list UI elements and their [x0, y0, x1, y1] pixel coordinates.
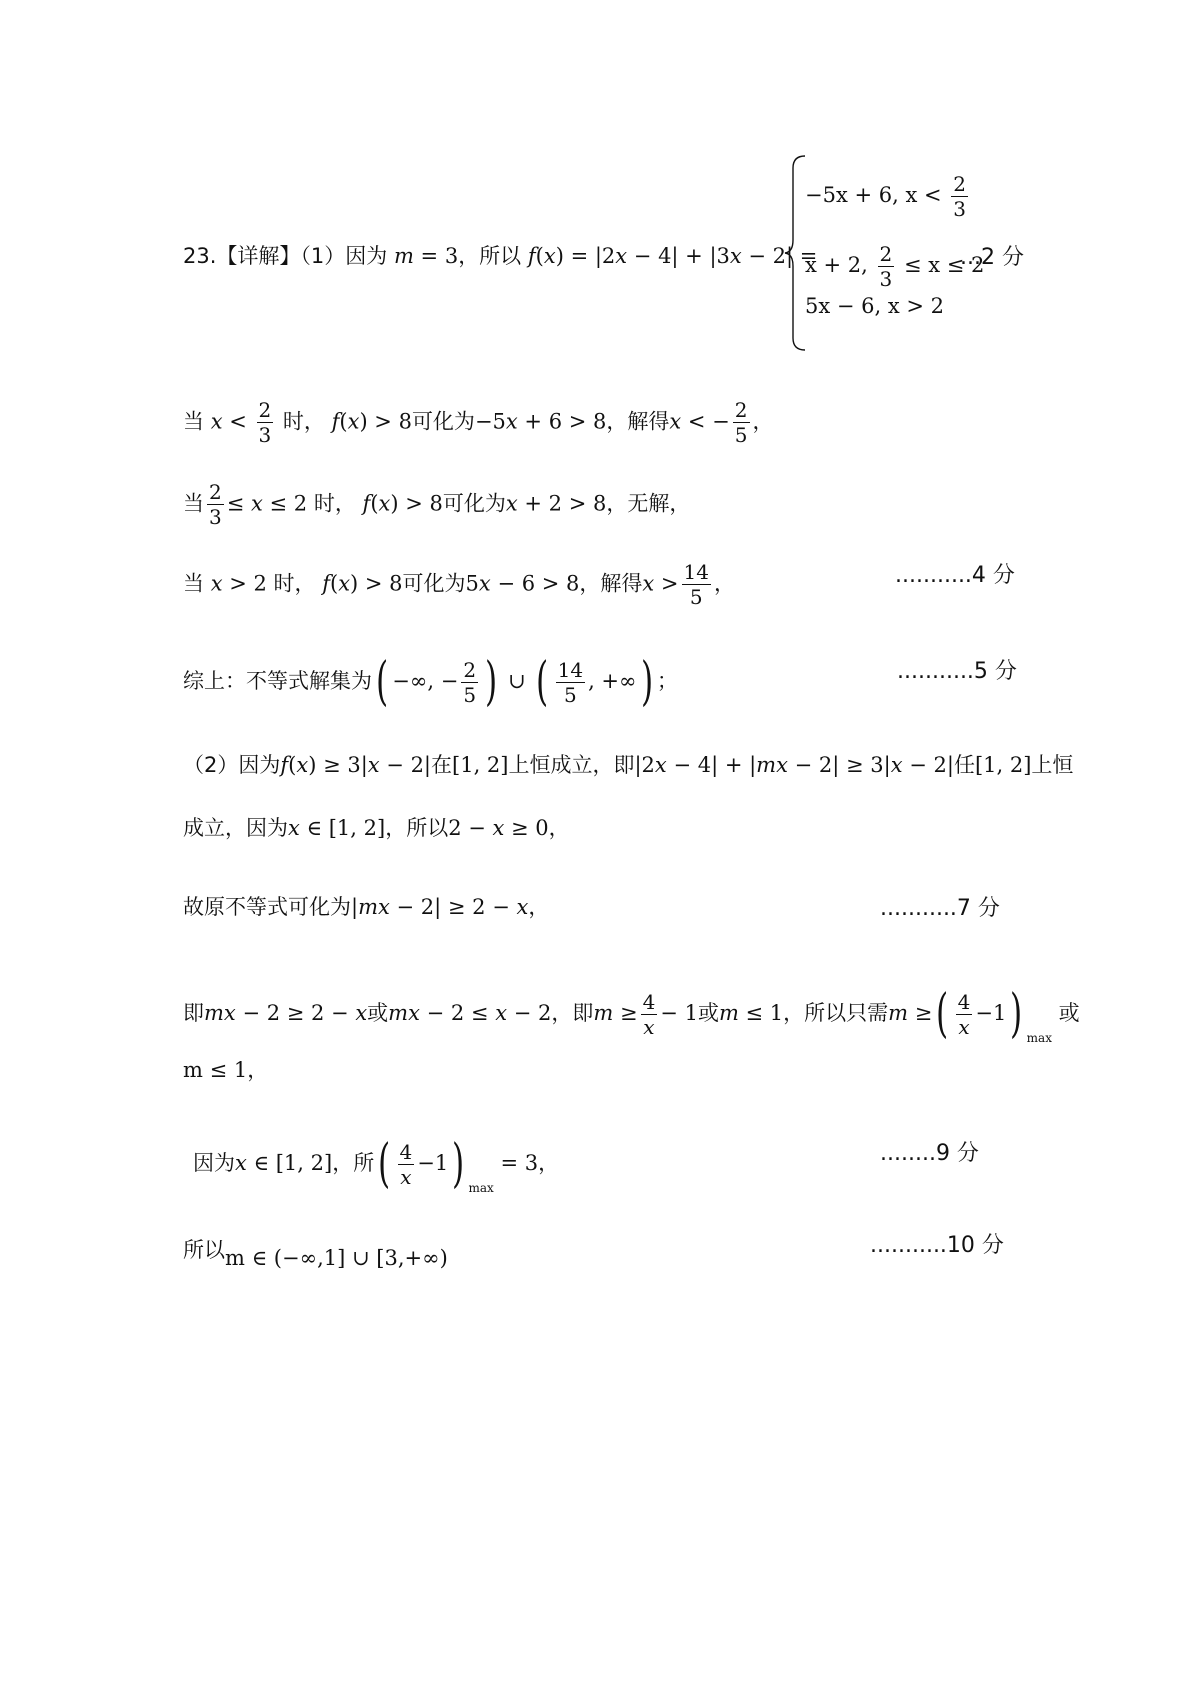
case-1: −5x + 6, x < $\frac{2}{3}$: [805, 172, 966, 221]
score-2: ...2 分: [960, 245, 1024, 270]
part2-line6: 因为x ∈ [1, 2]，所( $\frac{4}{x}$ −1) $_{max}$ = 3，: [193, 1134, 560, 1195]
score-4: ...........4 分: [895, 563, 1015, 588]
part2-line1: （2）因为f(x) ≥ 3|x − 2|在[1, 2]上恒成立，即|2x − 4| + |mx − 2| ≥ 3|x − 2|任[1, 2]上恒: [183, 753, 1074, 777]
f-definition: f(x) = |2x − 4| + |3x − 2| =: [527, 244, 818, 268]
part1-summary: 综上：不等式解集为( −∞, − $\frac{2}{5}$ ) ∪ ( $\frac{14}{5}$ , +∞) ；: [183, 652, 678, 712]
part2-line2: 成立，因为x ∈ [1, 2]，所以2 − x ≥ 0，: [183, 816, 570, 840]
score-5: ...........5 分: [897, 659, 1017, 684]
part2-line3: 故原不等式可化为|mx − 2| ≥ 2 − x，: [183, 895, 550, 919]
frac-2-3: $\frac{2}{3}$: [879, 242, 893, 291]
part1-line2: 当 $\frac{2}{3}$ ≤ x ≤ 2 时， f(x) > 8可化为x + 2 > 8，无解，: [183, 480, 691, 529]
score-10: ...........10 分: [870, 1233, 1004, 1258]
part2-line7: 所以m ∈ (−∞,1] ∪ [3,+∞): [183, 1238, 448, 1270]
part2-line5: m ≤ 1，: [183, 1058, 269, 1082]
header-text: 23.【详解】（1）因为: [183, 244, 388, 268]
score-7: ...........7 分: [880, 896, 1000, 921]
part1-line1: 当 x < $\frac{2}{3}$ 时， f(x) > 8可化为−5x + 6 > 8，解得x < − $\frac{2}{5}$ ，: [183, 398, 774, 447]
part1-line3: 当 x > 2 时， f(x) > 8可化为5x − 6 > 8，解得x > $\frac{14}{5}$ ，: [183, 560, 735, 609]
score-9: ........9 分: [880, 1141, 979, 1166]
so-text: ，所以: [458, 244, 522, 268]
case-2: x + 2, $\frac{2}{3}$ ≤ x ≤ 2: [805, 242, 985, 291]
case-3: 5x − 6, x > 2: [805, 294, 945, 318]
part2-line4: 即mx − 2 ≥ 2 − x或mx − 2 ≤ x − 2，即m ≥ $\frac{4}{x}$ − 1或m ≤ 1，所以只需m ≥( $\frac{4}{x}$ −1) $_{max}$ 或: [183, 984, 1080, 1045]
problem-header: [183, 242, 817, 270]
frac-2-3: $\frac{2}{3}$: [953, 172, 966, 221]
m-equals-3: m = 3: [393, 244, 459, 268]
